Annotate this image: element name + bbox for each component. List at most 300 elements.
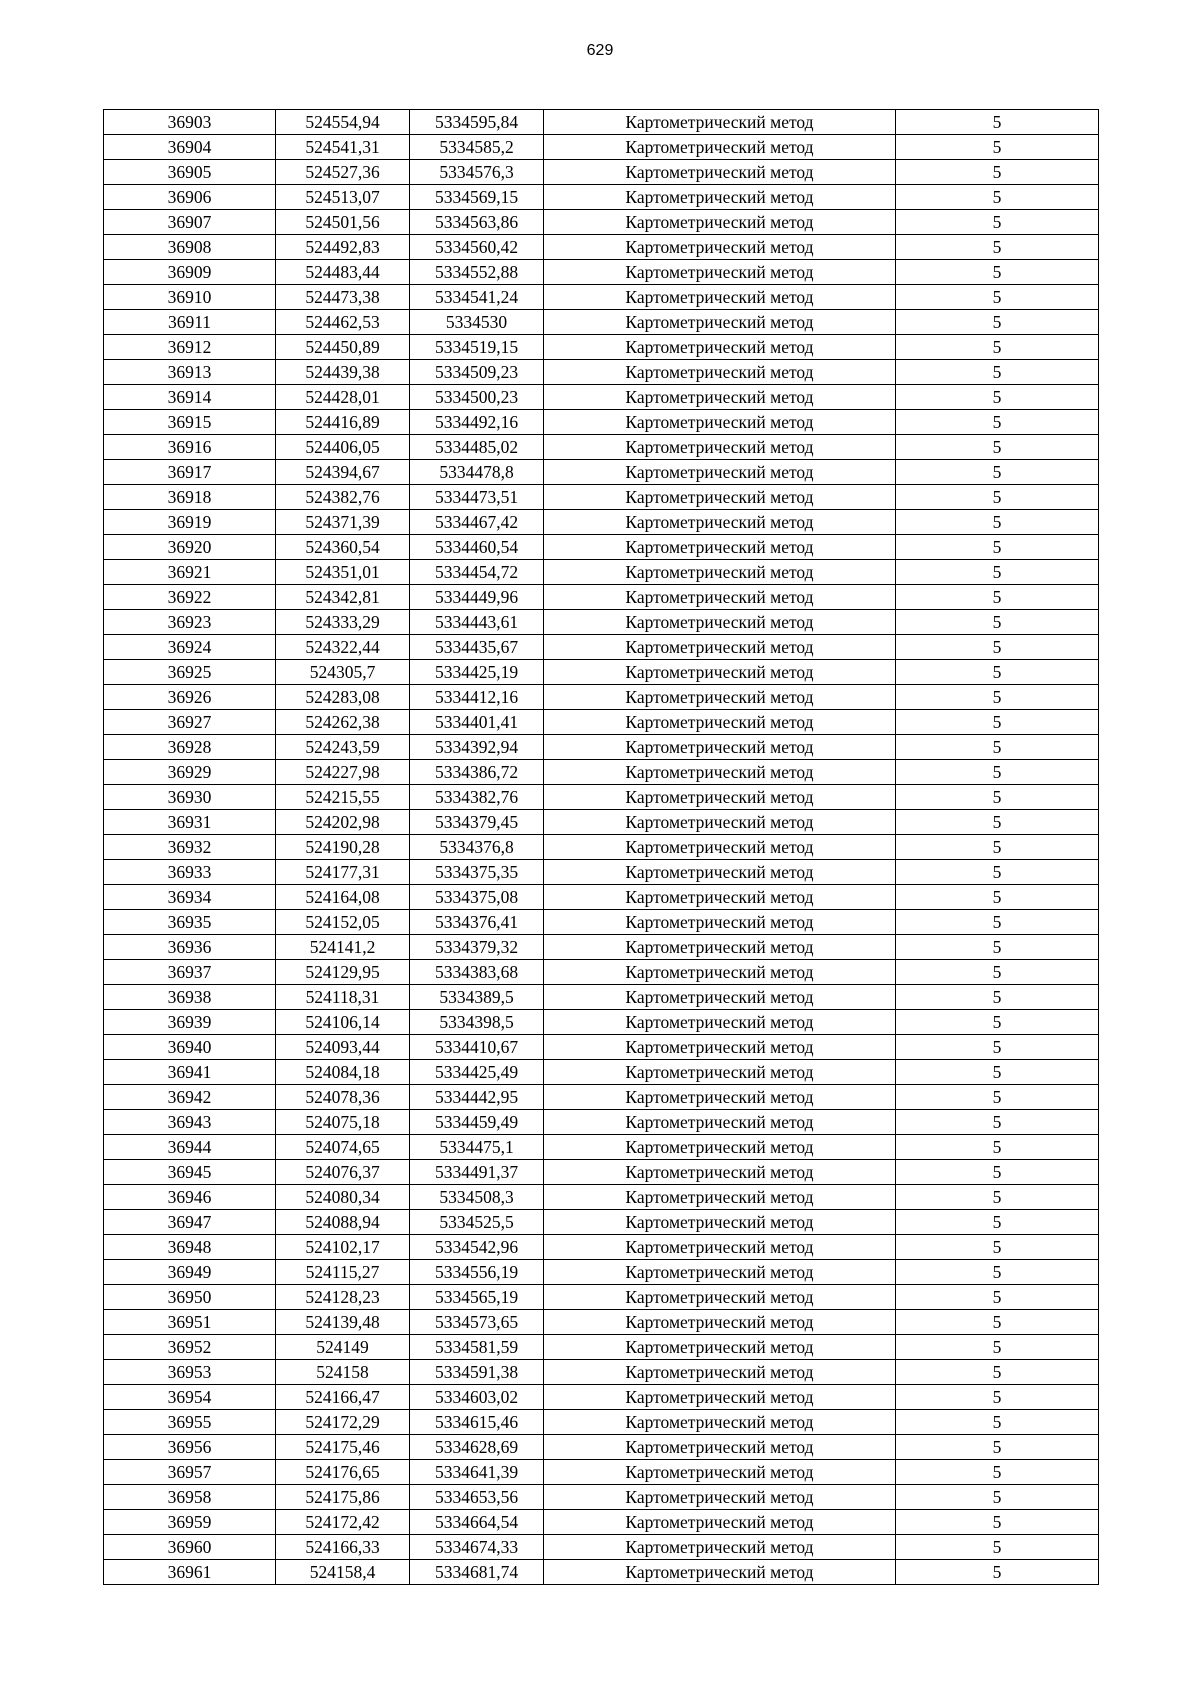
accuracy-cell: 5: [896, 660, 1099, 685]
y-coordinate-cell: 5334382,76: [410, 785, 544, 810]
method-cell: Картометрический метод: [544, 1535, 896, 1560]
y-coordinate-cell: 5334383,68: [410, 960, 544, 985]
accuracy-cell: 5: [896, 110, 1099, 135]
table-row: [104, 385, 1099, 410]
point-number-cell: 36953: [104, 1360, 276, 1385]
table-row: [104, 1410, 1099, 1435]
x-coordinate-cell: 524360,54: [276, 535, 410, 560]
y-coordinate-cell: 5334519,15: [410, 335, 544, 360]
table-row: [104, 735, 1099, 760]
accuracy-cell: 5: [896, 1060, 1099, 1085]
method-cell: Картометрический метод: [544, 210, 896, 235]
point-number-cell: 36912: [104, 335, 276, 360]
method-cell: Картометрический метод: [544, 260, 896, 285]
point-number-cell: 36956: [104, 1435, 276, 1460]
point-number-cell: 36907: [104, 210, 276, 235]
accuracy-cell: 5: [896, 1535, 1099, 1560]
x-coordinate-cell: 524129,95: [276, 960, 410, 985]
accuracy-cell: 5: [896, 1485, 1099, 1510]
accuracy-cell: 5: [896, 760, 1099, 785]
y-coordinate-cell: 5334376,8: [410, 835, 544, 860]
accuracy-cell: 5: [896, 135, 1099, 160]
table-row: [104, 1485, 1099, 1510]
accuracy-cell: 5: [896, 860, 1099, 885]
table-row: [104, 785, 1099, 810]
method-cell: Картометрический метод: [544, 685, 896, 710]
x-coordinate-cell: 524483,44: [276, 260, 410, 285]
accuracy-cell: 5: [896, 1460, 1099, 1485]
point-number-cell: 36904: [104, 135, 276, 160]
method-cell: Картометрический метод: [544, 1460, 896, 1485]
point-number-cell: 36941: [104, 1060, 276, 1085]
method-cell: Картометрический метод: [544, 735, 896, 760]
point-number-cell: 36936: [104, 935, 276, 960]
point-number-cell: 36926: [104, 685, 276, 710]
y-coordinate-cell: 5334556,19: [410, 1260, 544, 1285]
table-row: [104, 1535, 1099, 1560]
method-cell: Картометрический метод: [544, 1035, 896, 1060]
table-row: [104, 935, 1099, 960]
method-cell: Картометрический метод: [544, 1435, 896, 1460]
accuracy-cell: 5: [896, 1360, 1099, 1385]
x-coordinate-cell: 524075,18: [276, 1110, 410, 1135]
method-cell: Картометрический метод: [544, 935, 896, 960]
point-number-cell: 36925: [104, 660, 276, 685]
table-row: [104, 485, 1099, 510]
table-row: [104, 1510, 1099, 1535]
x-coordinate-cell: 524202,98: [276, 810, 410, 835]
method-cell: Картометрический метод: [544, 1335, 896, 1360]
method-cell: Картометрический метод: [544, 360, 896, 385]
y-coordinate-cell: 5334459,49: [410, 1110, 544, 1135]
y-coordinate-cell: 5334681,74: [410, 1560, 544, 1585]
accuracy-cell: 5: [896, 510, 1099, 535]
y-coordinate-cell: 5334398,5: [410, 1010, 544, 1035]
method-cell: Картометрический метод: [544, 785, 896, 810]
y-coordinate-cell: 5334379,32: [410, 935, 544, 960]
point-number-cell: 36930: [104, 785, 276, 810]
table-row: [104, 310, 1099, 335]
point-number-cell: 36906: [104, 185, 276, 210]
accuracy-cell: 5: [896, 1410, 1099, 1435]
table-row: [104, 1035, 1099, 1060]
method-cell: Картометрический метод: [544, 835, 896, 860]
point-number-cell: 36903: [104, 110, 276, 135]
table-row: [104, 260, 1099, 285]
method-cell: Картометрический метод: [544, 1360, 896, 1385]
accuracy-cell: 5: [896, 1335, 1099, 1360]
y-coordinate-cell: 5334379,45: [410, 810, 544, 835]
point-number-cell: 36929: [104, 760, 276, 785]
accuracy-cell: 5: [896, 735, 1099, 760]
table-row: [104, 960, 1099, 985]
accuracy-cell: 5: [896, 435, 1099, 460]
table-row: [104, 235, 1099, 260]
method-cell: Картометрический метод: [544, 985, 896, 1010]
y-coordinate-cell: 5334615,46: [410, 1410, 544, 1435]
table-row: [104, 1360, 1099, 1385]
x-coordinate-cell: 524093,44: [276, 1035, 410, 1060]
accuracy-cell: 5: [896, 1435, 1099, 1460]
accuracy-cell: 5: [896, 210, 1099, 235]
accuracy-cell: 5: [896, 560, 1099, 585]
y-coordinate-cell: 5334376,41: [410, 910, 544, 935]
method-cell: Картометрический метод: [544, 310, 896, 335]
point-number-cell: 36913: [104, 360, 276, 385]
x-coordinate-cell: 524527,36: [276, 160, 410, 185]
y-coordinate-cell: 5334560,42: [410, 235, 544, 260]
x-coordinate-cell: 524492,83: [276, 235, 410, 260]
method-cell: Картометрический метод: [544, 1485, 896, 1510]
table-row: [104, 985, 1099, 1010]
method-cell: Картометрический метод: [544, 1310, 896, 1335]
point-number-cell: 36928: [104, 735, 276, 760]
table-row: [104, 835, 1099, 860]
point-number-cell: 36959: [104, 1510, 276, 1535]
method-cell: Картометрический метод: [544, 1410, 896, 1435]
accuracy-cell: 5: [896, 1185, 1099, 1210]
accuracy-cell: 5: [896, 635, 1099, 660]
x-coordinate-cell: 524450,89: [276, 335, 410, 360]
accuracy-cell: 5: [896, 1035, 1099, 1060]
method-cell: Картометрический метод: [544, 460, 896, 485]
point-number-cell: 36924: [104, 635, 276, 660]
y-coordinate-cell: 5334442,95: [410, 1085, 544, 1110]
y-coordinate-cell: 5334410,67: [410, 1035, 544, 1060]
y-coordinate-cell: 5334492,16: [410, 410, 544, 435]
x-coordinate-cell: 524428,01: [276, 385, 410, 410]
table-row: [104, 560, 1099, 585]
y-coordinate-cell: 5334401,41: [410, 710, 544, 735]
table-row: [104, 1210, 1099, 1235]
table-row: [104, 660, 1099, 685]
method-cell: Картометрический метод: [544, 1235, 896, 1260]
x-coordinate-cell: 524158: [276, 1360, 410, 1385]
table-row: [104, 135, 1099, 160]
point-number-cell: 36946: [104, 1185, 276, 1210]
x-coordinate-cell: 524172,29: [276, 1410, 410, 1435]
table-row: [104, 1460, 1099, 1485]
x-coordinate-cell: 524305,7: [276, 660, 410, 685]
accuracy-cell: 5: [896, 335, 1099, 360]
x-coordinate-cell: 524501,56: [276, 210, 410, 235]
x-coordinate-cell: 524080,34: [276, 1185, 410, 1210]
y-coordinate-cell: 5334454,72: [410, 560, 544, 585]
accuracy-cell: 5: [896, 985, 1099, 1010]
table-row: [104, 1385, 1099, 1410]
x-coordinate-cell: 524473,38: [276, 285, 410, 310]
y-coordinate-cell: 5334585,2: [410, 135, 544, 160]
point-number-cell: 36909: [104, 260, 276, 285]
method-cell: Картометрический метод: [544, 1060, 896, 1085]
y-coordinate-cell: 5334591,38: [410, 1360, 544, 1385]
point-number-cell: 36960: [104, 1535, 276, 1560]
point-number-cell: 36905: [104, 160, 276, 185]
y-coordinate-cell: 5334425,19: [410, 660, 544, 685]
x-coordinate-cell: 524382,76: [276, 485, 410, 510]
accuracy-cell: 5: [896, 1160, 1099, 1185]
y-coordinate-cell: 5334375,08: [410, 885, 544, 910]
method-cell: Картометрический метод: [544, 110, 896, 135]
x-coordinate-cell: 524215,55: [276, 785, 410, 810]
y-coordinate-cell: 5334425,49: [410, 1060, 544, 1085]
method-cell: Картометрический метод: [544, 235, 896, 260]
table-row: [104, 585, 1099, 610]
table-row: [104, 885, 1099, 910]
x-coordinate-cell: 524166,47: [276, 1385, 410, 1410]
x-coordinate-cell: 524084,18: [276, 1060, 410, 1085]
method-cell: Картометрический метод: [544, 335, 896, 360]
x-coordinate-cell: 524394,67: [276, 460, 410, 485]
y-coordinate-cell: 5334653,56: [410, 1485, 544, 1510]
table-body: [104, 110, 1099, 1585]
y-coordinate-cell: 5334473,51: [410, 485, 544, 510]
accuracy-cell: 5: [896, 710, 1099, 735]
method-cell: Картометрический метод: [544, 610, 896, 635]
method-cell: Картометрический метод: [544, 1560, 896, 1585]
x-coordinate-cell: 524227,98: [276, 760, 410, 785]
accuracy-cell: 5: [896, 785, 1099, 810]
table-row: [104, 1435, 1099, 1460]
method-cell: Картометрический метод: [544, 160, 896, 185]
method-cell: Картометрический метод: [544, 135, 896, 160]
y-coordinate-cell: 5334460,54: [410, 535, 544, 560]
table-row: [104, 1110, 1099, 1135]
y-coordinate-cell: 5334475,1: [410, 1135, 544, 1160]
x-coordinate-cell: 524175,86: [276, 1485, 410, 1510]
x-coordinate-cell: 524076,37: [276, 1160, 410, 1185]
method-cell: Картометрический метод: [544, 910, 896, 935]
point-number-cell: 36938: [104, 985, 276, 1010]
x-coordinate-cell: 524166,33: [276, 1535, 410, 1560]
point-number-cell: 36920: [104, 535, 276, 560]
method-cell: Картометрический метод: [544, 860, 896, 885]
accuracy-cell: 5: [896, 935, 1099, 960]
method-cell: Картометрический метод: [544, 485, 896, 510]
x-coordinate-cell: 524190,28: [276, 835, 410, 860]
y-coordinate-cell: 5334664,54: [410, 1510, 544, 1535]
method-cell: Картометрический метод: [544, 1385, 896, 1410]
y-coordinate-cell: 5334525,5: [410, 1210, 544, 1235]
accuracy-cell: 5: [896, 1085, 1099, 1110]
table-row: [104, 1135, 1099, 1160]
point-number-cell: 36948: [104, 1235, 276, 1260]
y-coordinate-cell: 5334491,37: [410, 1160, 544, 1185]
x-coordinate-cell: 524371,39: [276, 510, 410, 535]
y-coordinate-cell: 5334500,23: [410, 385, 544, 410]
table-row: [104, 1160, 1099, 1185]
accuracy-cell: 5: [896, 360, 1099, 385]
method-cell: Картометрический метод: [544, 385, 896, 410]
y-coordinate-cell: 5334508,3: [410, 1185, 544, 1210]
point-number-cell: 36921: [104, 560, 276, 585]
table-row: [104, 635, 1099, 660]
x-coordinate-cell: 524439,38: [276, 360, 410, 385]
x-coordinate-cell: 524406,05: [276, 435, 410, 460]
y-coordinate-cell: 5334435,67: [410, 635, 544, 660]
y-coordinate-cell: 5334595,84: [410, 110, 544, 135]
y-coordinate-cell: 5334443,61: [410, 610, 544, 635]
accuracy-cell: 5: [896, 835, 1099, 860]
accuracy-cell: 5: [896, 1510, 1099, 1535]
x-coordinate-cell: 524128,23: [276, 1285, 410, 1310]
accuracy-cell: 5: [896, 535, 1099, 560]
table-row: [104, 335, 1099, 360]
method-cell: Картометрический метод: [544, 185, 896, 210]
x-coordinate-cell: 524351,01: [276, 560, 410, 585]
y-coordinate-cell: 5334485,02: [410, 435, 544, 460]
point-number-cell: 36939: [104, 1010, 276, 1035]
table-row: [104, 410, 1099, 435]
table-row: [104, 1310, 1099, 1335]
accuracy-cell: 5: [896, 585, 1099, 610]
y-coordinate-cell: 5334565,19: [410, 1285, 544, 1310]
accuracy-cell: 5: [896, 410, 1099, 435]
accuracy-cell: 5: [896, 160, 1099, 185]
accuracy-cell: 5: [896, 1135, 1099, 1160]
accuracy-cell: 5: [896, 385, 1099, 410]
accuracy-cell: 5: [896, 1260, 1099, 1285]
table-row: [104, 910, 1099, 935]
method-cell: Картометрический метод: [544, 1285, 896, 1310]
point-number-cell: 36940: [104, 1035, 276, 1060]
point-number-cell: 36944: [104, 1135, 276, 1160]
table-row: [104, 1260, 1099, 1285]
x-coordinate-cell: 524541,31: [276, 135, 410, 160]
method-cell: Картометрический метод: [544, 585, 896, 610]
accuracy-cell: 5: [896, 235, 1099, 260]
x-coordinate-cell: 524513,07: [276, 185, 410, 210]
method-cell: Картометрический метод: [544, 1160, 896, 1185]
point-number-cell: 36927: [104, 710, 276, 735]
x-coordinate-cell: 524106,14: [276, 1010, 410, 1035]
x-coordinate-cell: 524152,05: [276, 910, 410, 935]
table-row: [104, 110, 1099, 135]
y-coordinate-cell: 5334449,96: [410, 585, 544, 610]
point-number-cell: 36949: [104, 1260, 276, 1285]
x-coordinate-cell: 524102,17: [276, 1235, 410, 1260]
accuracy-cell: 5: [896, 1210, 1099, 1235]
point-number-cell: 36917: [104, 460, 276, 485]
accuracy-cell: 5: [896, 260, 1099, 285]
y-coordinate-cell: 5334375,35: [410, 860, 544, 885]
point-number-cell: 36916: [104, 435, 276, 460]
method-cell: Картометрический метод: [544, 1185, 896, 1210]
y-coordinate-cell: 5334563,86: [410, 210, 544, 235]
point-number-cell: 36957: [104, 1460, 276, 1485]
point-number-cell: 36935: [104, 910, 276, 935]
y-coordinate-cell: 5334569,15: [410, 185, 544, 210]
x-coordinate-cell: 524177,31: [276, 860, 410, 885]
table-row: [104, 435, 1099, 460]
x-coordinate-cell: 524164,08: [276, 885, 410, 910]
table-row: [104, 685, 1099, 710]
table-row: [104, 1085, 1099, 1110]
point-number-cell: 36914: [104, 385, 276, 410]
page-number: 629: [586, 42, 614, 59]
point-number-cell: 36922: [104, 585, 276, 610]
y-coordinate-cell: 5334389,5: [410, 985, 544, 1010]
method-cell: Картометрический метод: [544, 435, 896, 460]
x-coordinate-cell: 524139,48: [276, 1310, 410, 1335]
point-number-cell: 36952: [104, 1335, 276, 1360]
x-coordinate-cell: 524462,53: [276, 310, 410, 335]
y-coordinate-cell: 5334478,8: [410, 460, 544, 485]
point-number-cell: 36954: [104, 1385, 276, 1410]
point-number-cell: 36934: [104, 885, 276, 910]
point-number-cell: 36908: [104, 235, 276, 260]
point-number-cell: 36910: [104, 285, 276, 310]
x-coordinate-cell: 524074,65: [276, 1135, 410, 1160]
point-number-cell: 36950: [104, 1285, 276, 1310]
y-coordinate-cell: 5334603,02: [410, 1385, 544, 1410]
accuracy-cell: 5: [896, 885, 1099, 910]
point-number-cell: 36933: [104, 860, 276, 885]
table-row: [104, 285, 1099, 310]
point-number-cell: 36961: [104, 1560, 276, 1585]
table-row: [104, 360, 1099, 385]
table-row: [104, 860, 1099, 885]
x-coordinate-cell: 524158,4: [276, 1560, 410, 1585]
accuracy-cell: 5: [896, 960, 1099, 985]
y-coordinate-cell: 5334412,16: [410, 685, 544, 710]
x-coordinate-cell: 524078,36: [276, 1085, 410, 1110]
accuracy-cell: 5: [896, 1110, 1099, 1135]
y-coordinate-cell: 5334542,96: [410, 1235, 544, 1260]
method-cell: Картометрический метод: [544, 760, 896, 785]
y-coordinate-cell: 5334530: [410, 310, 544, 335]
accuracy-cell: 5: [896, 1560, 1099, 1585]
table-row: [104, 535, 1099, 560]
table-row: [104, 1060, 1099, 1085]
y-coordinate-cell: 5334576,3: [410, 160, 544, 185]
table-row: [104, 210, 1099, 235]
table-row: [104, 1235, 1099, 1260]
method-cell: Картометрический метод: [544, 1010, 896, 1035]
x-coordinate-cell: 524283,08: [276, 685, 410, 710]
accuracy-cell: 5: [896, 310, 1099, 335]
accuracy-cell: 5: [896, 910, 1099, 935]
y-coordinate-cell: 5334509,23: [410, 360, 544, 385]
point-number-cell: 36942: [104, 1085, 276, 1110]
point-number-cell: 36915: [104, 410, 276, 435]
accuracy-cell: 5: [896, 285, 1099, 310]
table-row: [104, 160, 1099, 185]
method-cell: Картометрический метод: [544, 810, 896, 835]
x-coordinate-cell: 524554,94: [276, 110, 410, 135]
method-cell: Картометрический метод: [544, 1085, 896, 1110]
table-row: [104, 1335, 1099, 1360]
method-cell: Картометрический метод: [544, 285, 896, 310]
method-cell: Картометрический метод: [544, 1260, 896, 1285]
point-number-cell: 36918: [104, 485, 276, 510]
y-coordinate-cell: 5334674,33: [410, 1535, 544, 1560]
method-cell: Картометрический метод: [544, 1110, 896, 1135]
table-row: [104, 460, 1099, 485]
table-row: [104, 1285, 1099, 1310]
method-cell: Картометрический метод: [544, 660, 896, 685]
accuracy-cell: 5: [896, 1310, 1099, 1335]
method-cell: Картометрический метод: [544, 510, 896, 535]
y-coordinate-cell: 5334541,24: [410, 285, 544, 310]
table-row: [104, 510, 1099, 535]
accuracy-cell: 5: [896, 685, 1099, 710]
accuracy-cell: 5: [896, 485, 1099, 510]
table-row: [104, 1560, 1099, 1585]
method-cell: Картометрический метод: [544, 960, 896, 985]
point-number-cell: 36911: [104, 310, 276, 335]
accuracy-cell: 5: [896, 1235, 1099, 1260]
